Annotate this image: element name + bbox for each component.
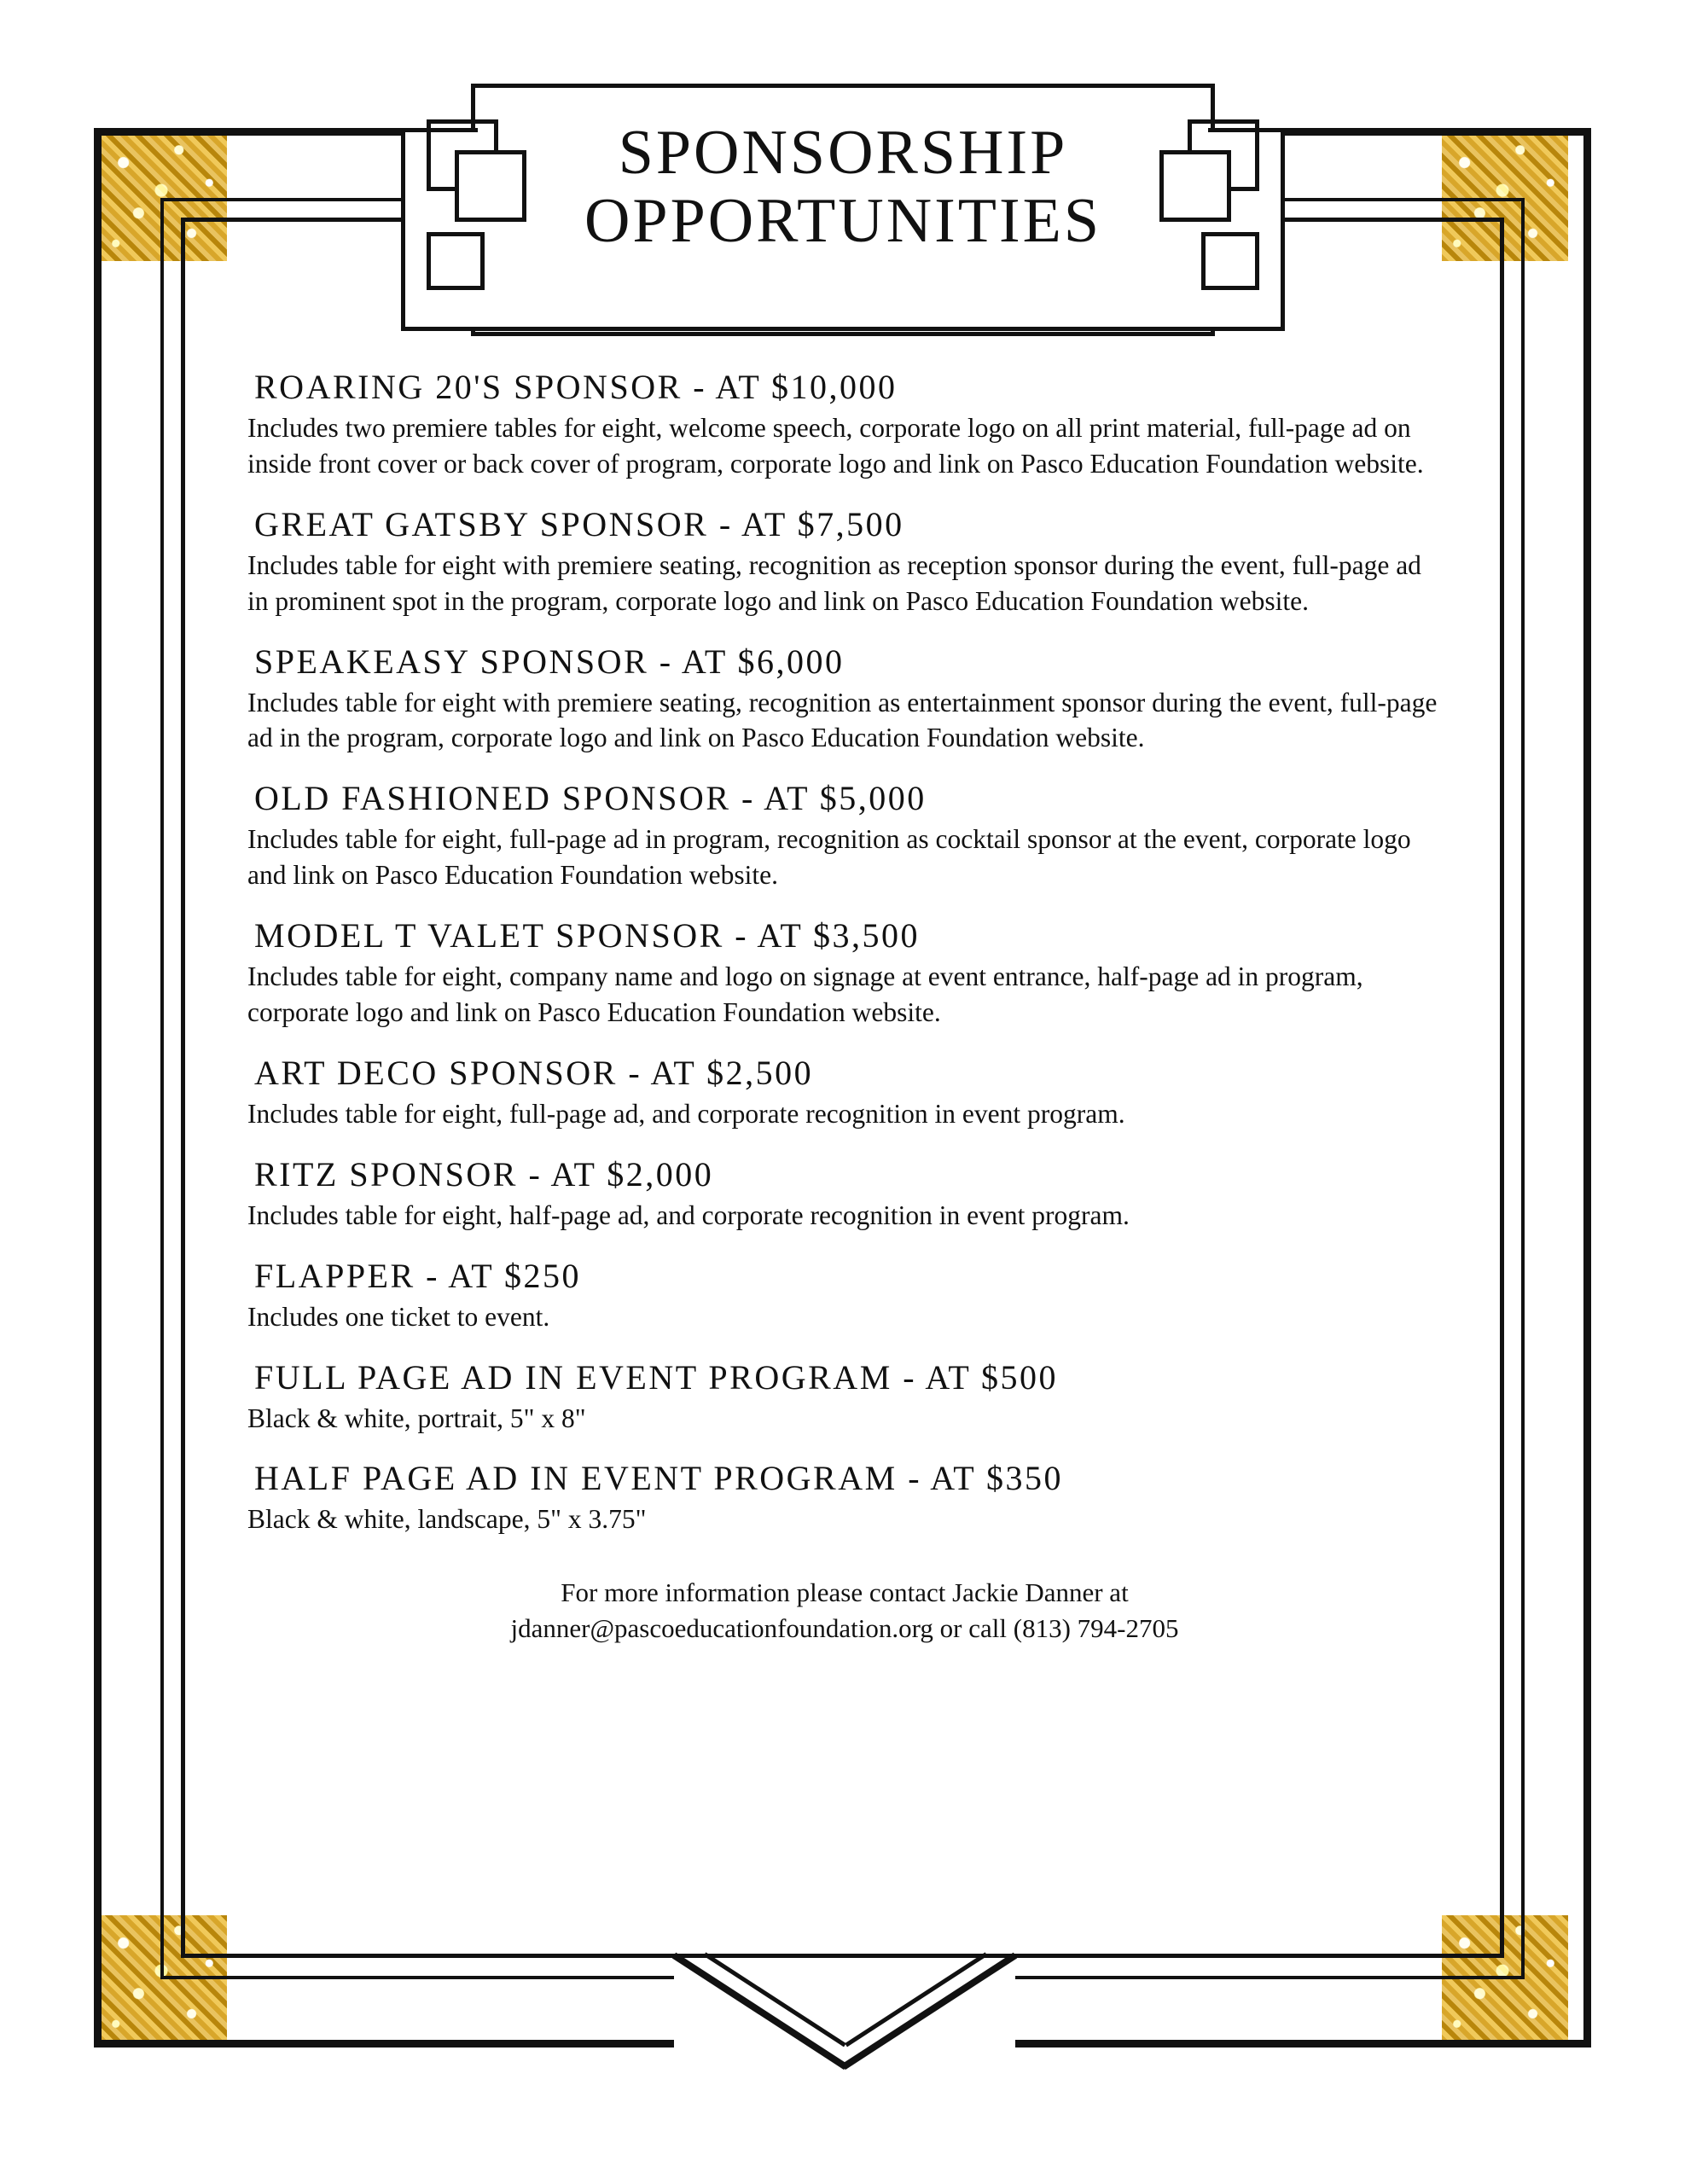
deco-square-left-bottom [427, 232, 485, 290]
tier-description: Includes table for eight, full-page ad, and corporate recognition in event program. [247, 1098, 1125, 1129]
tier-title: RITZ SPONSOR - AT $2,000 [254, 1154, 714, 1194]
tier-description: Includes table for eight, half-page ad, and corporate recognition in event program. [247, 1199, 1130, 1230]
sponsorship-tier [247, 1053, 1442, 1132]
tier-title: SPEAKEASY SPONSOR - AT $6,000 [254, 642, 845, 681]
tier-description: Includes table for eight, company name and logo on signage at event entrance, half-page ad in program, corporate logo and link on Pasco Education Foundation website. [247, 961, 1363, 1028]
tier-title: OLD FASHIONED SPONSOR - AT $5,000 [254, 779, 927, 818]
chevron-inner [705, 1952, 986, 2080]
tier-description: Includes two premiere tables for eight, welcome speech, corporate logo on all print material, full-page ad on inside front cover or back cover of program, corporate logo and link on Pasco Education Foundation website. [247, 413, 1424, 479]
sponsorship-tier [247, 1458, 1442, 1537]
sponsorship-tier [247, 1357, 1442, 1437]
tier-description: Includes table for eight with premiere seating, recognition as entertainment sponsor during the event, full-page ad in the program, corporate logo and link on Pasco Education Foundation website. [247, 687, 1438, 753]
tier-title: GREAT GATSBY SPONSOR - AT $7,500 [254, 504, 904, 543]
sponsorship-tier [247, 1154, 1442, 1234]
sponsorship-tier [247, 642, 1442, 757]
tier-title: ART DECO SPONSOR - AT $2,500 [254, 1053, 814, 1092]
tier-title: HALF PAGE AD IN EVENT PROGRAM - AT $350 [254, 1459, 1063, 1498]
tier-description: Includes table for eight, full-page ad in program, recognition as cocktail sponsor at the event, corporate logo and link on Pasco Education Foundation website. [247, 824, 1411, 891]
sponsorship-tier [247, 778, 1442, 893]
sponsorship-tier [247, 1256, 1442, 1335]
tier-title: ROARING 20'S SPONSOR - AT $10,000 [254, 368, 898, 406]
tier-description: Includes one ticket to event. [247, 1301, 550, 1332]
contact-footer [247, 1575, 1442, 1647]
page-title-line-1: SPONSORSHIP [618, 118, 1068, 188]
tier-title: MODEL T VALET SPONSOR - AT $3,500 [254, 916, 921, 956]
tier-description: Includes table for eight with premiere seating, recognition as reception sponsor during the event, full-page ad in prominent spot in the program, corporate logo and link on Pasco Education Foundation website. [247, 549, 1421, 616]
contact-line-1: For more information please contact Jackie Danner at [561, 1577, 1129, 1608]
page-title [478, 119, 1208, 256]
page-title-line-2: OPPORTUNITIES [584, 185, 1102, 256]
tier-description: Black & white, portrait, 5" x 8" [247, 1403, 586, 1433]
sponsorship-list [247, 367, 1442, 1647]
sponsorship-tier [247, 915, 1442, 1031]
deco-square-right-bottom [1201, 232, 1259, 290]
contact-line-2: jdanner@pascoeducationfoundation.org or call (813) 794-2705 [510, 1613, 1179, 1644]
tier-title: FLAPPER - AT $250 [254, 1256, 581, 1295]
sponsorship-tier [247, 504, 1442, 619]
tier-description: Black & white, landscape, 5" x 3.75" [247, 1504, 647, 1535]
sponsorship-tier [247, 367, 1442, 482]
tier-title: FULL PAGE AD IN EVENT PROGRAM - AT $500 [254, 1357, 1059, 1397]
